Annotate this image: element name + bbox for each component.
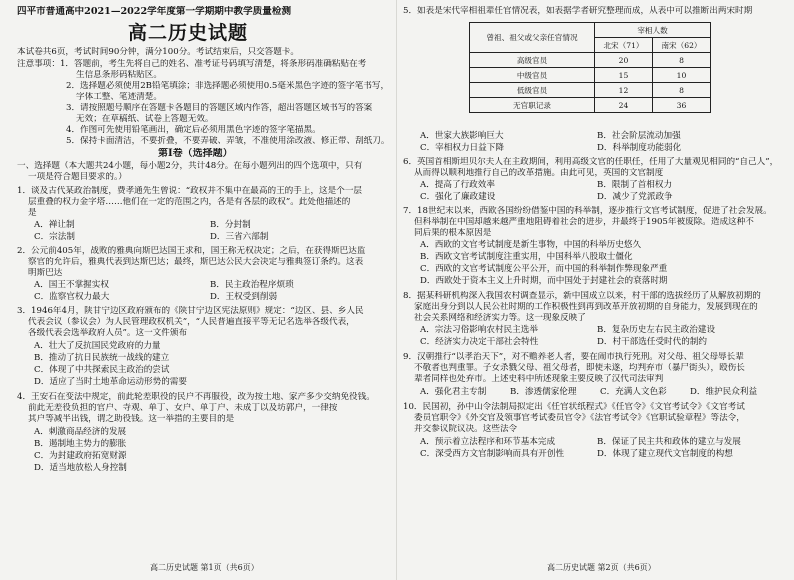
question-stem: 各级代表会选举政府人员”。这一文件颁布 <box>28 328 188 338</box>
question-stem: 同后果的根本原因是 <box>414 228 492 238</box>
question-stem: 10．民国初，孙中山令法制局拟定出《任官状纸程式》《任官令》《文官考试令》《文官考试 <box>403 402 745 412</box>
option-b[interactable]: B．保证了民主共和政体的建立与发展 <box>597 437 741 447</box>
option-a[interactable]: A．西欧的文官考试制度是新生事物，中国的科举历史悠久 <box>420 240 642 250</box>
page-footer: 高二历史试题 第1页（共6页） <box>150 563 259 572</box>
question-stem: 4．王安石在变法中规定，前此轮差职役的民户不再服役，改为按土地、家产多少交纳免役钱。 <box>17 392 375 402</box>
question-stem: 辈者同样也处弃市。上述史料中所述现象主要反映了汉代司法审判 <box>414 374 664 384</box>
section-title: 第Ⅰ卷（选择题） <box>158 148 233 159</box>
option-a[interactable]: A．壮大了反抗国民党政府的力量 <box>34 341 161 351</box>
cell-north: 15 <box>595 68 653 83</box>
table-header-north: 北宋（71） <box>595 38 653 53</box>
question-stem: 不敬者也判重罪。子女杀戮父母、祖父母者，即使未遂，均判弃市（暴尸街头），殴伤长 <box>414 363 745 373</box>
question-stem: 家庭出身分到以人民公社时期的工作积极性到再到改革开放初期的自身能力，发展到现在的 <box>414 302 758 312</box>
cell-north: 12 <box>595 83 653 98</box>
cell-south: 10 <box>653 68 711 83</box>
cell-north: 24 <box>595 98 653 113</box>
option-d[interactable]: D．王权受到削弱 <box>210 292 278 302</box>
question-stem: 1．谈及古代某政治制度，费孝通先生曾说：“政权并不集中在最高的王的手上，这是个一层 <box>17 186 363 196</box>
option-a[interactable]: A．预示着立法程序和环节基本完成 <box>420 437 556 447</box>
option-a[interactable]: A．世家大族影响巨大 <box>420 131 504 141</box>
table-row <box>470 83 711 98</box>
question-stem: 但科举制在中国却越来越严重地阻碍着社会的进步，并最终于1905年被废除。造成这种不 <box>414 217 754 227</box>
question-stem: 2．公元前405年，战败的雅典向斯巴达国王求和，国王称无权决定；之后，在获得斯巴达监 <box>17 246 366 256</box>
option-b[interactable]: B．复杂历史左右民主政治建设 <box>597 325 716 335</box>
option-a[interactable]: A．国王不掌握实权 <box>34 280 109 290</box>
question-stem: 从而得以顺利地推行自己的改革措施。由此可见，英国的文官制度 <box>414 168 664 178</box>
question-stem: 8．据某科研机构深入我国农村调查显示，新中国成立以来，村干部的选拔经历了从解放初期的 <box>403 291 761 301</box>
option-c[interactable]: C．监察官权力最大 <box>34 292 110 302</box>
note-line: 字体工整、笔迹清楚。 <box>76 92 162 102</box>
option-d[interactable]: D．维护民众利益 <box>690 387 758 397</box>
exam-title: 高二历史试题 <box>128 22 249 44</box>
cell-south: 8 <box>653 53 711 68</box>
option-a[interactable]: A．刺激商品经济的发展 <box>34 427 127 437</box>
option-b[interactable]: B．限制了首相权力 <box>597 180 673 190</box>
officials-table <box>469 22 711 113</box>
table-row <box>470 98 711 113</box>
note-line: 4．作图可先使用铅笔画出，确定后必须用黑色字迹的签字笔描黑。 <box>66 125 321 135</box>
option-b[interactable]: B．分封制 <box>210 220 251 230</box>
question-stem: 3．1946年4月，陕甘宁边区政府颁布的《陕甘宁边区宪法原则》规定：“边区、县、乡人民 <box>17 306 364 316</box>
option-c[interactable]: C．宗法制 <box>34 232 75 242</box>
question-stem: 层重叠的权力金字塔……他们在一定的范围之内，各是有各层的政权”。此处他描述的 <box>28 197 351 207</box>
option-b[interactable]: B．民主政治程序烦琐 <box>210 280 294 290</box>
option-a[interactable]: A．强化君主专制 <box>420 387 487 397</box>
row-label: 中级官员 <box>470 68 595 83</box>
exam-info: 本试卷共6页，考试时间90分钟，满分100分。考试结束后，只交答题卡。 <box>17 47 300 57</box>
question-stem: 察官的允许后，雅典代表到达斯巴达；最终，斯巴达公民大会决定与雅典签订条约。这表 <box>28 257 364 267</box>
question-stem: 委员官职令》《外交官及领事官考试委员官令》《法官考试令》《官职试验章程》等法令， <box>414 413 745 423</box>
note-line: 生信息条形码粘贴区。 <box>76 70 162 80</box>
option-d[interactable]: D．村干部选任受时代的制约 <box>597 337 708 347</box>
option-d[interactable]: D．西欧处于资本主义上升时期，而中国处于封建社会的衰落时期 <box>420 276 668 286</box>
option-b[interactable]: B．渗透儒家伦理 <box>510 387 577 397</box>
question-stem: 5．如表是宋代宰相祖辈任官情况表，如表据学者研究整理而成，从表中可以推断出两宋时期 <box>403 6 753 16</box>
question-stem: 代表会议（参议会）为人民管理政权机关”，“人民普遍直接平等无记名选举各级代表， <box>28 317 355 327</box>
note-line: 注意事项：1．答题前，考生先将自己的姓名、准考证号码填写清楚，将条形码准确粘贴在考 <box>17 59 367 69</box>
note-line: 无效；在草稿纸、试卷上答题无效。 <box>76 114 214 124</box>
option-b[interactable]: B．遏制地主势力的膨胀 <box>34 439 127 449</box>
question-stem: 7．18世纪末以来，西欧各国纷纷借鉴中国的科举制，逐步推行文官考试制度，促进了社会发展。 <box>403 206 772 216</box>
section-intro: 一项是符合题目要求的。） <box>28 172 127 182</box>
option-d[interactable]: D．体现了建立现代文官制度的构想 <box>597 449 733 459</box>
question-stem: 是 <box>28 208 37 218</box>
option-c[interactable]: C．宰相权力日益下降 <box>420 143 504 153</box>
option-c[interactable]: C．西欧的文官考试制度公平公开，而中国的科举制作弊现象严重 <box>420 264 668 274</box>
table-header-south: 南宋（62） <box>653 38 711 53</box>
option-a[interactable]: A．禅让制 <box>34 220 75 230</box>
question-stem: 明斯巴达 <box>28 268 63 278</box>
table-row <box>470 53 711 68</box>
option-b[interactable]: B．社会阶层流动加强 <box>597 131 681 141</box>
row-label: 无官职记录 <box>470 98 595 113</box>
question-stem: 其户等减半出钱，谓之助役钱。这一举措的主要目的是 <box>28 414 235 424</box>
cell-north: 20 <box>595 53 653 68</box>
option-b[interactable]: B．西欧文官考试制度注重实用，中国科举八股取士僵化 <box>420 252 633 262</box>
question-stem: 9．汉朝推行“以孝治天下”，对不赡养老人者，要在闹市执行死刑。对父母、祖父母辱长辈 <box>403 352 744 362</box>
option-c[interactable]: C．为封建政府拓宽财源 <box>34 451 127 461</box>
option-d[interactable]: D．减少了党派政争 <box>597 192 673 202</box>
table-group-header: 宰相人数 <box>595 23 711 38</box>
note-line: 5．保持卡面清洁，不要折叠，不要弄破、弄皱，不准使用涂改液、修正带、刮纸刀。 <box>66 136 390 146</box>
page-footer: 高二历史试题 第2页（共6页） <box>547 563 656 572</box>
option-b[interactable]: B．推动了抗日民族统一战线的建立 <box>34 353 170 363</box>
cell-south: 36 <box>653 98 711 113</box>
option-d[interactable]: D．科举制度功能弱化 <box>597 143 682 153</box>
question-stem: 6．英国首相斯坦贝尔夫人在主政期间，利用高级文官的任职任，任用了大量观见相同的“自己人”， <box>403 157 779 167</box>
note-line: 3．请按照题号顺序在答题卡各题目的答题区域内作答，超出答题区域书写的答案 <box>66 103 373 113</box>
option-c[interactable]: C．体现了中共探索民主政治的尝试 <box>34 365 170 375</box>
exam-page-2 <box>397 0 794 580</box>
option-c[interactable]: C．深受西方文官制影响而具有开创性 <box>420 449 565 459</box>
exam-header: 四平市普通高中2021—2022学年度第一学期期中教学质量检测 <box>17 6 292 17</box>
question-stem: 社会关系网络和经济实力等。这一现象反映了 <box>414 313 586 323</box>
row-label: 低级官员 <box>470 83 595 98</box>
note-line: 2．选择题必须使用2B铅笔填涂；非选择题必须使用0.5毫米黑色字迹的签字笔书写， <box>66 81 390 91</box>
option-a[interactable]: A．提高了行政效率 <box>420 180 495 190</box>
option-d[interactable]: D．适应了当时土地革命运动形势的需要 <box>34 377 187 387</box>
question-stem: 并交参议院议决。这些法令 <box>414 424 518 434</box>
cell-south: 8 <box>653 83 711 98</box>
option-d[interactable]: D．三省六部制 <box>210 232 269 242</box>
table-row <box>470 68 711 83</box>
option-a[interactable]: A．宗法习俗影响农村民主选举 <box>420 325 538 335</box>
row-label: 高级官员 <box>470 53 595 68</box>
section-intro: 一、选择题（本大题共24小题，每小题2分，共计48分。在每小题列出的四个选项中，只有 <box>17 161 363 171</box>
option-d[interactable]: D．适当地放松人身控制 <box>34 463 127 473</box>
option-c[interactable]: C．充满人文色彩 <box>600 387 667 397</box>
question-stem: 前此无差役负担的官户、寺观、单丁、女户、单丁户、未成丁以及坊郭户，一律按 <box>28 403 338 413</box>
option-c[interactable]: C．经济实力决定干部社会特性 <box>420 337 539 347</box>
option-c[interactable]: C．强化了廉政建设 <box>420 192 496 202</box>
table-col-header: 曾祖、祖父或父亲任官情况 <box>470 23 595 53</box>
